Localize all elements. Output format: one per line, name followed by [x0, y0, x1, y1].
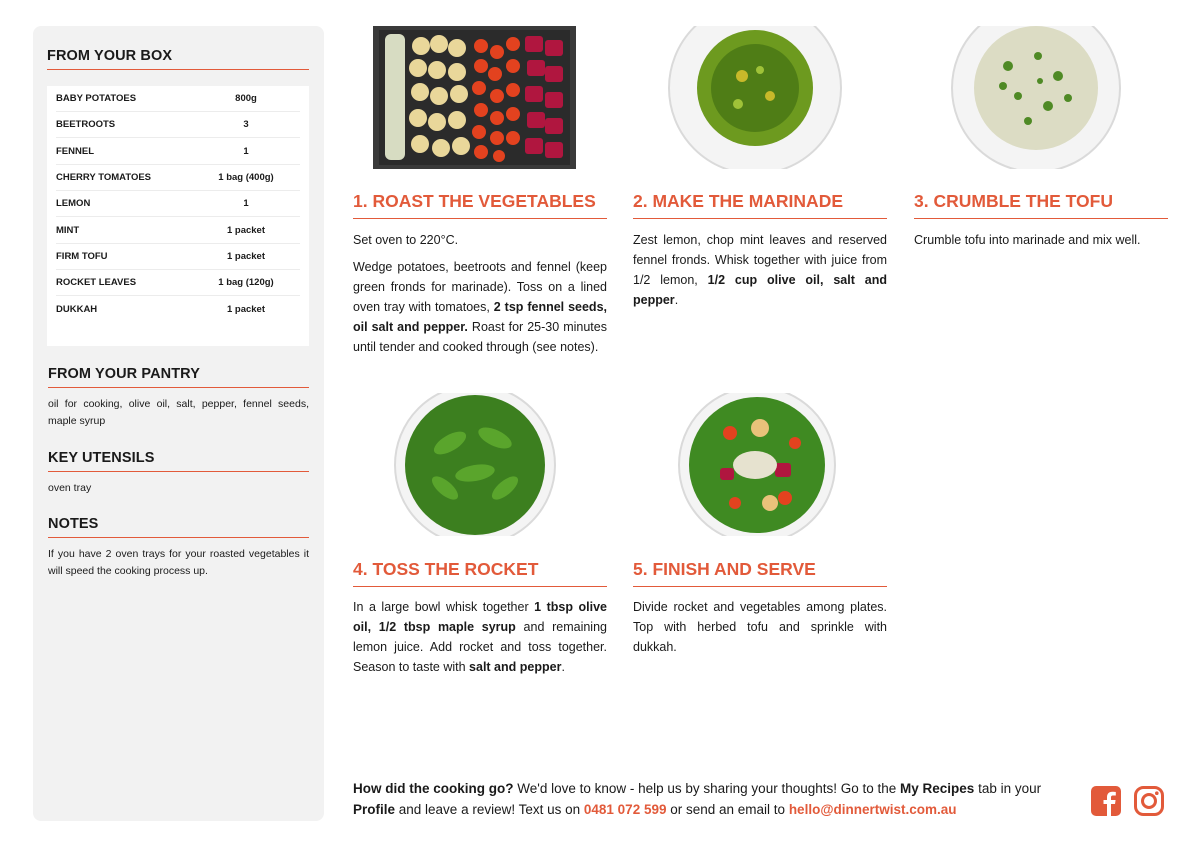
from-your-box-heading: FROM YOUR BOX: [47, 48, 309, 70]
instruction-text: In a large bowl whisk together: [353, 600, 535, 614]
notes-heading: NOTES: [48, 516, 309, 538]
profile-link[interactable]: Profile: [353, 802, 396, 817]
instruction-text: Set oven to 220°C.: [353, 233, 459, 247]
feedback-text-1: We'd love to know - help us by sharing your thoughts! Go to the: [513, 781, 901, 796]
roast-vegetables-photo: [373, 26, 576, 169]
ingredient-row: [56, 218, 300, 244]
ingredient-quantity: 800g: [235, 93, 257, 104]
pantry-text: oil for cooking, olive oil, salt, pepper, fennel seeds, maple syrup: [48, 398, 309, 427]
instruction-text: and remaining lemon juice. Add rocket and toss together. Season to taste with: [353, 620, 607, 674]
ingredient-quantity: 1: [243, 145, 249, 157]
step-4-title: 4. TOSS THE ROCKET: [353, 559, 607, 587]
ingredient-row: [56, 112, 300, 138]
instruction-paragraph: [633, 230, 887, 310]
my-recipes-link[interactable]: My Recipes: [900, 781, 975, 796]
instruction-text: Divide rocket and vegetables among plates. Top with herbed tofu and sprinkle with dukkah.: [633, 600, 887, 654]
feedback-text-4: or send an email to: [666, 802, 789, 817]
step-4-body: [353, 597, 607, 684]
phone-link[interactable]: 0481 072 599: [583, 802, 667, 817]
from-your-pantry-heading: FROM YOUR PANTRY: [48, 366, 309, 388]
ingredient-quantity: 1: [243, 198, 249, 210]
ingredient-name: LEMON: [56, 198, 91, 210]
ingredient-quantity: 1 packet: [226, 224, 266, 236]
instruction-text: Roast for 25-30 minutes until tender and cooked through (see notes).: [353, 320, 607, 354]
ingredient-name: ROCKET LEAVES: [56, 277, 137, 289]
step-5-body: [633, 597, 887, 664]
step-5-title: 5. FINISH AND SERVE: [633, 559, 887, 587]
ingredient-name: MINT: [56, 224, 80, 236]
step-2-body: [633, 230, 887, 317]
facebook-icon[interactable]: [1090, 785, 1122, 817]
utensils-text: oven tray: [48, 482, 92, 494]
instruction-paragraph: [353, 257, 607, 357]
ingredient-name: BABY POTATOES: [56, 93, 137, 104]
notes-text: If you have 2 oven trays for your roasted vegetables it will speed the cooking process up.: [48, 548, 309, 577]
feedback-text-3: and leave a review! Text us on: [395, 802, 584, 817]
step-1-title: 1. ROAST THE VEGETABLES: [353, 191, 607, 219]
step-3-body: [914, 230, 1168, 257]
instruction-text: Wedge potatoes, beetroots and fennel (keep green fronds for marinade). Toss on a lined oven tray with tomatoes,: [353, 260, 607, 314]
ingredient-row: [56, 191, 300, 217]
ingredient-row: [56, 86, 300, 112]
ingredient-quantity: 1 bag (120g): [218, 277, 274, 289]
feedback-question: How did the cooking go?: [353, 781, 514, 796]
ingredient-row: [56, 296, 300, 322]
ingredient-row: [56, 139, 300, 165]
instagram-icon[interactable]: [1133, 785, 1165, 817]
step-1-body: [353, 230, 607, 364]
key-utensils-heading: KEY UTENSILS: [48, 450, 309, 472]
ingredients-sidebar: [33, 26, 324, 821]
ingredient-row: [56, 244, 300, 270]
instruction-paragraph: [914, 230, 1168, 250]
feedback-text-2: tab in your: [974, 781, 1042, 796]
ingredient-name: BEETROOTS: [56, 119, 116, 131]
ingredient-name: FENNEL: [56, 145, 94, 157]
ingredient-quantity: 3: [243, 119, 249, 131]
ingredient-quantity: 1 bag (400g): [218, 171, 274, 183]
ingredients-table: [47, 86, 309, 346]
ingredient-row: [56, 165, 300, 191]
ingredient-name: DUKKAH: [56, 303, 98, 315]
instruction-text: .: [561, 660, 565, 674]
ingredient-quantity: 1 packet: [226, 303, 266, 315]
marinade-bowl-photo: [660, 26, 850, 169]
email-link[interactable]: hello@dinnertwist.com.au: [788, 802, 957, 817]
step-3-title: 3. CRUMBLE THE TOFU: [914, 191, 1168, 219]
instruction-text: .: [674, 293, 679, 307]
instruction-bold-text: salt and pepper: [469, 660, 562, 674]
instruction-paragraph: [353, 230, 607, 250]
instruction-paragraph: [353, 597, 607, 677]
instruction-paragraph: [633, 597, 887, 657]
feedback-footer: [353, 778, 1073, 820]
ingredient-name: CHERRY TOMATOES: [56, 171, 152, 183]
instruction-text: Zest lemon, chop mint leaves and reserved fennel fronds. Whisk together with juice from 1/2 lemon,: [633, 233, 887, 287]
instruction-text: Crumble tofu into marinade and mix well.: [914, 233, 1141, 247]
instruction-bold-text: 2 tsp fennel seeds, oil salt and pepper.: [353, 300, 607, 334]
ingredient-row: [56, 270, 300, 296]
tofu-bowl-photo: [948, 26, 1128, 169]
ingredient-quantity: 1 packet: [226, 250, 266, 262]
instruction-bold-text: 1 tbsp olive oil, 1/2 tbsp maple syrup: [353, 600, 607, 634]
rocket-bowl-photo: [390, 393, 560, 536]
step-2-title: 2. MAKE THE MARINADE: [633, 191, 887, 219]
instruction-bold-text: 1/2 cup olive oil, salt and pepper: [633, 273, 888, 307]
finished-salad-photo: [675, 393, 840, 536]
ingredient-name: FIRM TOFU: [56, 250, 108, 262]
